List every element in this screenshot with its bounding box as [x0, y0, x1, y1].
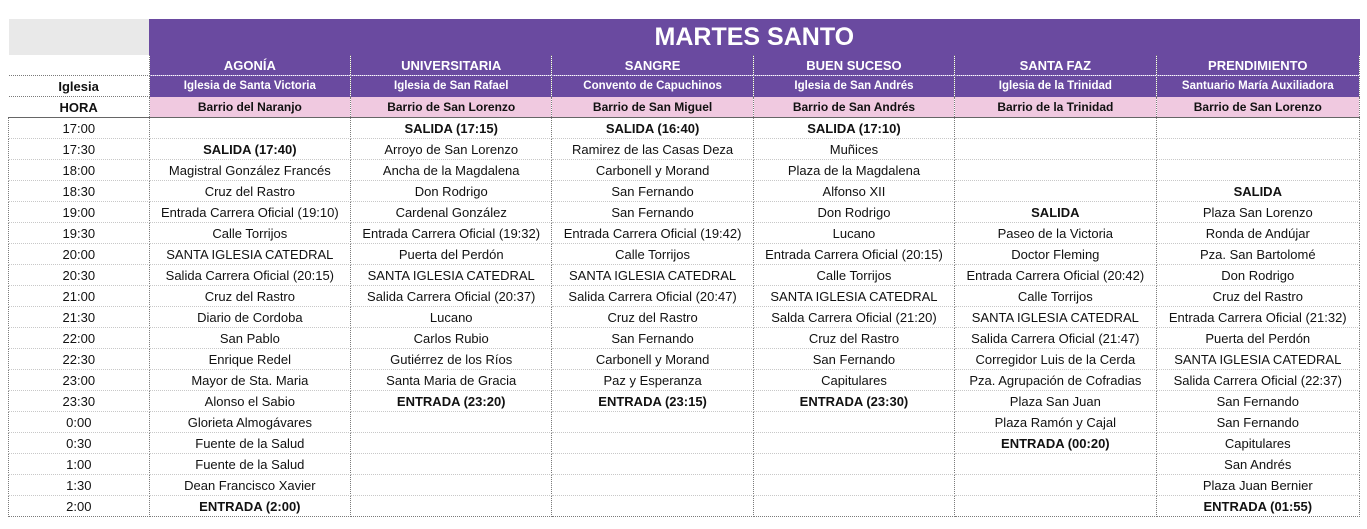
route-cell: Corregidor Luis de la Cerda	[955, 349, 1156, 370]
blank-label-cell	[9, 55, 150, 76]
route-cell: Mayor de Sta. Maria	[149, 370, 350, 391]
time-row	[9, 286, 1360, 307]
time-row	[9, 349, 1360, 370]
route-cell: San Andrés	[1156, 454, 1359, 475]
route-cell: Plaza Ramón y Cajal	[955, 412, 1156, 433]
route-cell: Calle Torrijos	[149, 223, 350, 244]
brotherhood-name: SANGRE	[552, 55, 753, 76]
route-cell: Entrada Carrera Oficial (20:15)	[753, 244, 954, 265]
schedule-table	[8, 19, 1360, 517]
barrio-name: Barrio del Naranjo	[149, 97, 350, 118]
time-cell: 17:30	[9, 139, 150, 160]
route-cell	[955, 181, 1156, 202]
page-title: MARTES SANTO	[149, 19, 1359, 55]
route-cell	[351, 412, 552, 433]
route-cell: Capitulares	[753, 370, 954, 391]
route-cell: Plaza San Lorenzo	[1156, 202, 1359, 223]
barrio-name: Barrio de San Andrés	[753, 97, 954, 118]
route-cell: ENTRADA (23:30)	[753, 391, 954, 412]
route-cell: Ronda de Andújar	[1156, 223, 1359, 244]
route-cell: Doctor Fleming	[955, 244, 1156, 265]
route-cell	[955, 454, 1156, 475]
time-row	[9, 412, 1360, 433]
route-cell: SALIDA (17:15)	[351, 118, 552, 139]
route-cell: San Fernando	[1156, 412, 1359, 433]
church-name: Convento de Capuchinos	[552, 76, 753, 97]
route-cell: SANTA IGLESIA CATEDRAL	[753, 286, 954, 307]
route-cell: Cruz del Rastro	[1156, 286, 1359, 307]
time-row	[9, 454, 1360, 475]
time-cell: 21:30	[9, 307, 150, 328]
route-cell	[955, 160, 1156, 181]
route-cell: SALIDA	[955, 202, 1156, 223]
time-row	[9, 433, 1360, 454]
route-cell: Gutiérrez de los Ríos	[351, 349, 552, 370]
time-row	[9, 118, 1360, 139]
route-cell	[351, 454, 552, 475]
route-cell: Muñices	[753, 139, 954, 160]
route-cell	[552, 412, 753, 433]
time-cell: 20:00	[9, 244, 150, 265]
route-cell: Don Rodrigo	[1156, 265, 1359, 286]
church-name: Santuario María Auxiliadora	[1156, 76, 1359, 97]
route-cell: Don Rodrigo	[351, 181, 552, 202]
route-cell: Ramirez de las Casas Deza	[552, 139, 753, 160]
route-cell: Alfonso XII	[753, 181, 954, 202]
route-cell: Calle Torrijos	[955, 286, 1156, 307]
route-cell: Paseo de la Victoria	[955, 223, 1156, 244]
route-cell: Cardenal González	[351, 202, 552, 223]
route-cell: SANTA IGLESIA CATEDRAL	[351, 265, 552, 286]
brotherhood-name: SANTA FAZ	[955, 55, 1156, 76]
hora-label: HORA	[9, 97, 150, 118]
brotherhood-header-row	[9, 55, 1360, 76]
time-cell: 19:00	[9, 202, 150, 223]
church-name: Iglesia de San Rafael	[351, 76, 552, 97]
route-cell: Diario de Cordoba	[149, 307, 350, 328]
route-cell	[753, 475, 954, 496]
time-row	[9, 307, 1360, 328]
route-cell: Calle Torrijos	[552, 244, 753, 265]
route-cell: Carlos Rubio	[351, 328, 552, 349]
route-cell: Alonso el Sabio	[149, 391, 350, 412]
time-row	[9, 181, 1360, 202]
route-cell: Entrada Carrera Oficial (21:32)	[1156, 307, 1359, 328]
route-cell: Cruz del Rastro	[552, 307, 753, 328]
route-cell: Dean Francisco Xavier	[149, 475, 350, 496]
route-cell: Calle Torrijos	[753, 265, 954, 286]
barrio-row	[9, 97, 1360, 118]
brotherhood-name: BUEN SUCESO	[753, 55, 954, 76]
route-cell	[753, 454, 954, 475]
route-cell: ENTRADA (23:15)	[552, 391, 753, 412]
route-cell: Plaza de la Magdalena	[753, 160, 954, 181]
route-cell: Plaza Juan Bernier	[1156, 475, 1359, 496]
time-cell: 18:00	[9, 160, 150, 181]
time-row	[9, 475, 1360, 496]
route-cell: ENTRADA (2:00)	[149, 496, 350, 517]
route-cell: Salda Carrera Oficial (21:20)	[753, 307, 954, 328]
route-cell: Arroyo de San Lorenzo	[351, 139, 552, 160]
route-cell: SANTA IGLESIA CATEDRAL	[955, 307, 1156, 328]
time-cell: 18:30	[9, 181, 150, 202]
time-row	[9, 202, 1360, 223]
barrio-name: Barrio de la Trinidad	[955, 97, 1156, 118]
route-cell	[753, 433, 954, 454]
route-cell: Salida Carrera Oficial (22:37)	[1156, 370, 1359, 391]
route-cell: Magistral González Francés	[149, 160, 350, 181]
time-cell: 1:30	[9, 475, 150, 496]
time-cell: 17:00	[9, 118, 150, 139]
church-name: Iglesia de San Andrés	[753, 76, 954, 97]
time-cell: 2:00	[9, 496, 150, 517]
barrio-name: Barrio de San Miguel	[552, 97, 753, 118]
route-cell: SALIDA (17:10)	[753, 118, 954, 139]
route-cell: Lucano	[351, 307, 552, 328]
route-cell	[753, 496, 954, 517]
route-cell: ENTRADA (23:20)	[351, 391, 552, 412]
time-cell: 23:30	[9, 391, 150, 412]
corner-cell	[9, 19, 150, 55]
route-cell: Salida Carrera Oficial (20:37)	[351, 286, 552, 307]
route-cell	[149, 118, 350, 139]
route-cell: Salida Carrera Oficial (20:15)	[149, 265, 350, 286]
brotherhood-name: PRENDIMIENTO	[1156, 55, 1359, 76]
time-row	[9, 496, 1360, 517]
route-cell: Carbonell y Morand	[552, 349, 753, 370]
time-cell: 20:30	[9, 265, 150, 286]
route-cell	[955, 139, 1156, 160]
route-cell: ENTRADA (00:20)	[955, 433, 1156, 454]
route-cell: SANTA IGLESIA CATEDRAL	[149, 244, 350, 265]
route-cell	[552, 475, 753, 496]
schedule-body	[9, 19, 1360, 517]
church-row	[9, 76, 1360, 97]
route-cell: Fuente de la Salud	[149, 454, 350, 475]
route-cell: SALIDA (16:40)	[552, 118, 753, 139]
time-row	[9, 370, 1360, 391]
route-cell: Salida Carrera Oficial (21:47)	[955, 328, 1156, 349]
route-cell: Pza. Agrupación de Cofradias	[955, 370, 1156, 391]
route-cell: Capitulares	[1156, 433, 1359, 454]
route-cell: Santa Maria de Gracia	[351, 370, 552, 391]
brotherhood-name: UNIVERSITARIA	[351, 55, 552, 76]
route-cell: Paz y Esperanza	[552, 370, 753, 391]
route-cell	[1156, 118, 1359, 139]
route-cell: Cruz del Rastro	[753, 328, 954, 349]
route-cell: San Fernando	[552, 202, 753, 223]
route-cell: Fuente de la Salud	[149, 433, 350, 454]
route-cell	[955, 496, 1156, 517]
route-cell	[351, 496, 552, 517]
time-row	[9, 244, 1360, 265]
route-cell	[1156, 139, 1359, 160]
route-cell	[955, 475, 1156, 496]
route-cell: Cruz del Rastro	[149, 181, 350, 202]
church-name: Iglesia de Santa Victoria	[149, 76, 350, 97]
route-cell	[552, 496, 753, 517]
time-cell: 0:00	[9, 412, 150, 433]
time-cell: 23:00	[9, 370, 150, 391]
route-cell: SALIDA (17:40)	[149, 139, 350, 160]
route-cell: SANTA IGLESIA CATEDRAL	[1156, 349, 1359, 370]
route-cell: San Fernando	[552, 181, 753, 202]
route-cell: Entrada Carrera Oficial (19:10)	[149, 202, 350, 223]
route-cell	[1156, 160, 1359, 181]
time-cell: 19:30	[9, 223, 150, 244]
iglesia-label: Iglesia	[9, 76, 150, 97]
time-row	[9, 223, 1360, 244]
route-cell	[552, 454, 753, 475]
time-cell: 0:30	[9, 433, 150, 454]
route-cell: Ancha de la Magdalena	[351, 160, 552, 181]
route-cell	[351, 475, 552, 496]
route-cell: Cruz del Rastro	[149, 286, 350, 307]
route-cell: San Pablo	[149, 328, 350, 349]
time-cell: 1:00	[9, 454, 150, 475]
route-cell: San Fernando	[552, 328, 753, 349]
route-cell: Entrada Carrera Oficial (19:42)	[552, 223, 753, 244]
route-cell: Pza. San Bartolomé	[1156, 244, 1359, 265]
route-cell: Entrada Carrera Oficial (19:32)	[351, 223, 552, 244]
route-cell	[955, 118, 1156, 139]
route-cell: Enrique Redel	[149, 349, 350, 370]
route-cell: ENTRADA (01:55)	[1156, 496, 1359, 517]
route-cell: Glorieta Almogávares	[149, 412, 350, 433]
route-cell	[552, 433, 753, 454]
route-cell	[753, 412, 954, 433]
church-name: Iglesia de la Trinidad	[955, 76, 1156, 97]
brotherhood-name: AGONÍA	[149, 55, 350, 76]
time-row	[9, 265, 1360, 286]
time-row	[9, 328, 1360, 349]
time-cell: 22:30	[9, 349, 150, 370]
route-cell: Lucano	[753, 223, 954, 244]
time-row	[9, 139, 1360, 160]
route-cell: Puerta del Perdón	[1156, 328, 1359, 349]
barrio-name: Barrio de San Lorenzo	[351, 97, 552, 118]
route-cell: SALIDA	[1156, 181, 1359, 202]
title-row	[9, 19, 1360, 55]
route-cell: Salida Carrera Oficial (20:47)	[552, 286, 753, 307]
route-cell	[351, 433, 552, 454]
time-row	[9, 391, 1360, 412]
time-row	[9, 160, 1360, 181]
barrio-name: Barrio de San Lorenzo	[1156, 97, 1359, 118]
time-cell: 22:00	[9, 328, 150, 349]
route-cell: San Fernando	[1156, 391, 1359, 412]
route-cell: Puerta del Perdón	[351, 244, 552, 265]
route-cell: Plaza San Juan	[955, 391, 1156, 412]
route-cell: Don Rodrigo	[753, 202, 954, 223]
route-cell: San Fernando	[753, 349, 954, 370]
time-cell: 21:00	[9, 286, 150, 307]
route-cell: Entrada Carrera Oficial (20:42)	[955, 265, 1156, 286]
route-cell: Carbonell y Morand	[552, 160, 753, 181]
route-cell: SANTA IGLESIA CATEDRAL	[552, 265, 753, 286]
